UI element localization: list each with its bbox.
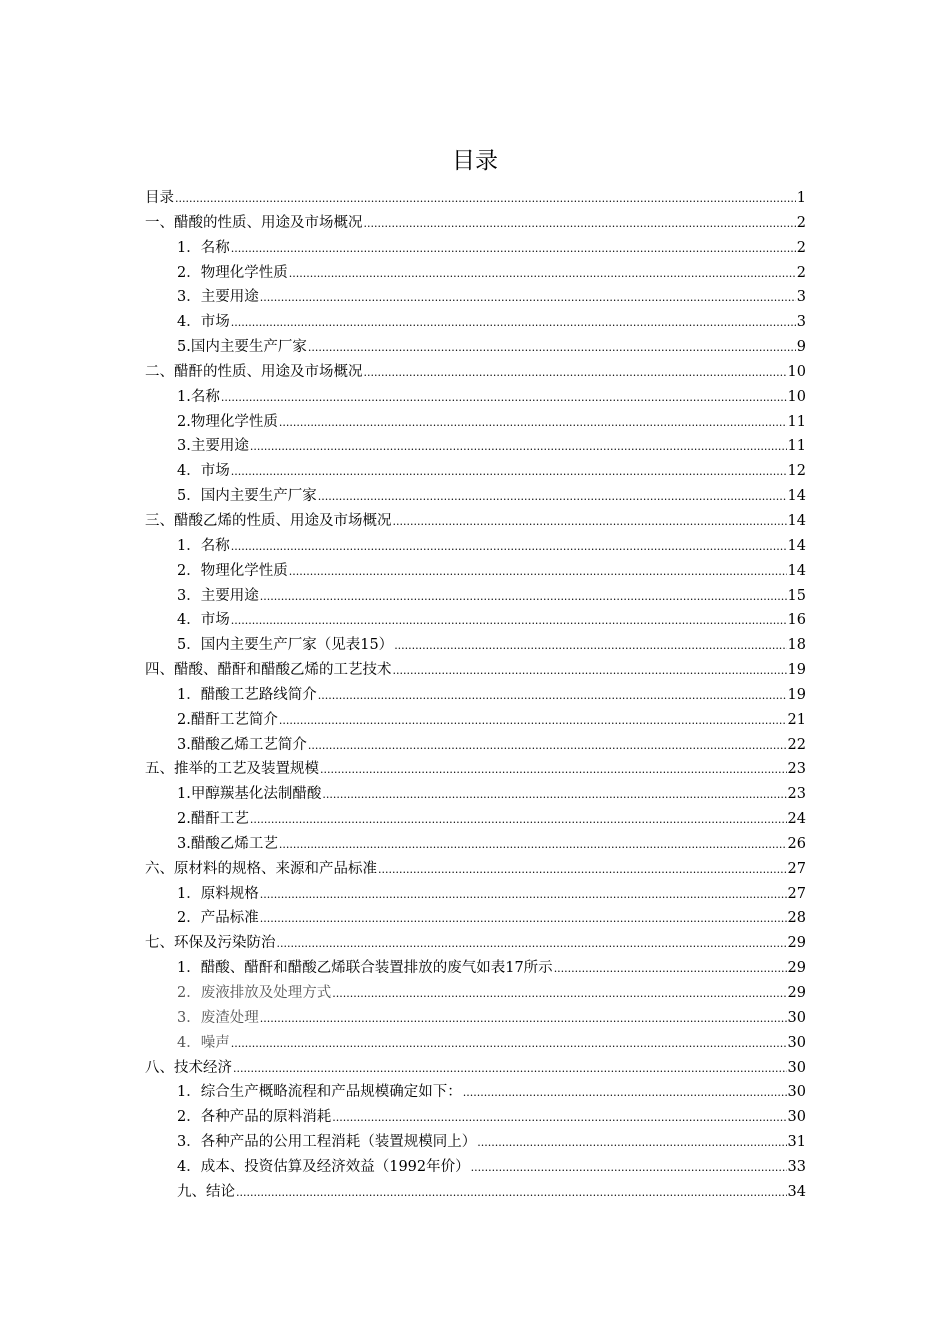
toc-entry-page-number: 10 [787,363,806,380]
toc-entry-page-number: 27 [787,860,806,877]
toc-entry-page-number: 29 [787,960,806,977]
toc-entry-page-number: 19 [787,686,806,703]
toc-entry[interactable] [145,261,806,286]
toc-entry-page-number: 29 [787,935,806,952]
toc-dot-leader [320,758,787,783]
toc-dot-leader [393,659,787,684]
toc-dot-leader [260,585,787,610]
toc-entry-page-number: 2 [796,214,806,231]
toc-entry[interactable] [145,310,806,335]
toc-entry-label: 七、环保及污染防治 [145,935,276,952]
toc-list [145,186,806,1205]
toc-entry-label: 2．废液排放及处理方式 [177,985,332,1001]
toc-dot-leader [231,460,787,485]
toc-entry-page-number: 9 [796,339,806,356]
toc-entry-label: 1．原料规格 [177,885,259,902]
toc-entry[interactable] [145,1080,806,1105]
toc-entry-label: 五、推举的工艺及装置规模 [145,761,319,778]
toc-dot-leader [260,1007,787,1032]
toc-entry-page-number: 10 [787,388,806,405]
toc-entry-page-number: 28 [787,910,806,927]
toc-entry-page-number: 29 [787,985,806,1001]
toc-dot-leader [250,808,787,833]
toc-entry[interactable] [145,882,806,907]
toc-entry[interactable] [145,807,806,832]
toc-dot-leader [231,609,787,634]
toc-entry-label: 2.物理化学性质 [177,413,278,430]
toc-entry-label: 四、醋酸、醋酐和醋酸乙烯的工艺技术 [145,662,392,679]
toc-entry-page-number: 27 [787,885,806,902]
toc-dot-leader [289,262,796,287]
toc-entry[interactable] [145,1006,806,1031]
toc-dot-leader [364,212,796,237]
toc-dot-leader [260,286,796,311]
toc-entry-label: 2．各种产品的原料消耗 [177,1109,332,1126]
toc-entry[interactable] [145,608,806,633]
toc-entry[interactable] [145,509,806,534]
toc-entry[interactable] [145,360,806,385]
toc-entry-label: 1.名称 [177,388,220,405]
toc-entry-label: 2．产品标准 [177,910,259,927]
toc-entry[interactable] [145,1130,806,1155]
toc-entry-label: 4．市场 [177,314,230,331]
toc-entry-label: 1．醋酸工艺路线简介 [177,686,317,703]
toc-entry-page-number: 14 [787,488,806,505]
toc-entry[interactable] [145,335,806,360]
toc-entry[interactable] [145,1056,806,1081]
toc-dot-leader [364,361,787,386]
toc-entry-page-number: 11 [787,413,806,430]
toc-entry[interactable] [145,534,806,559]
toc-entry-page-number: 19 [787,662,806,679]
toc-entry[interactable] [145,857,806,882]
toc-entry-label: 5．国内主要生产厂家（见表15） [177,637,394,654]
toc-entry[interactable] [145,1105,806,1130]
toc-entry-page-number: 12 [787,463,806,480]
toc-dot-leader [318,485,787,510]
toc-entry-label: 1．综合生产概略流程和产品规模确定如下： [177,1084,462,1101]
toc-entry[interactable] [145,410,806,435]
toc-entry[interactable] [145,683,806,708]
toc-entry-label: 3．主要用途 [177,587,259,604]
toc-dot-leader [289,560,787,585]
toc-entry-label: 4．噪声 [177,1034,230,1051]
toc-entry-label: 六、原材料的规格、来源和产品标准 [145,860,377,877]
toc-entry-page-number: 23 [787,761,806,778]
toc-entry-page-number: 26 [787,835,806,852]
toc-dot-leader [221,386,787,411]
toc-entry-label: 4．市场 [177,463,230,480]
toc-entry-page-number: 33 [787,1158,806,1175]
toc-dot-leader [332,982,786,1007]
toc-dot-leader [236,1181,787,1206]
toc-entry-page-number: 16 [787,612,806,629]
toc-entry[interactable] [145,733,806,758]
toc-dot-leader [231,311,796,336]
toc-dot-leader [322,783,786,808]
toc-dot-leader [378,858,787,883]
page-title: 目录 [452,148,498,174]
toc-dot-leader [279,411,787,436]
toc-entry[interactable] [145,658,806,683]
toc-entry-page-number: 24 [787,811,806,828]
toc-dot-leader [308,734,787,759]
toc-dot-leader [175,187,796,212]
toc-entry-page-number: 30 [787,1034,806,1051]
toc-entry[interactable] [145,434,806,459]
toc-dot-leader [554,957,787,982]
toc-entry-label: 一、醋酸的性质、用途及市场概况 [145,214,363,231]
toc-entry-page-number: 3 [796,289,806,306]
toc-entry[interactable] [145,782,806,807]
toc-entry[interactable] [145,956,806,981]
toc-entry-label: 九、结论 [177,1183,235,1200]
toc-dot-leader [279,833,787,858]
toc-entry-label: 二、醋酐的性质、用途及市场概况 [145,363,363,380]
toc-dot-leader [277,932,787,957]
toc-entry-page-number: 15 [787,587,806,604]
toc-entry-label: 3.醋酸乙烯工艺 [177,835,278,852]
toc-entry-page-number: 14 [787,537,806,554]
toc-dot-leader [279,709,787,734]
toc-entry[interactable] [145,1031,806,1056]
toc-entry-page-number: 3 [796,314,806,331]
toc-entry-page-number: 30 [787,1009,806,1026]
toc-entry-label: 1．名称 [177,239,230,256]
toc-entry-label: 2.醋酐工艺 [177,811,249,828]
toc-dot-leader [477,1131,786,1156]
toc-entry[interactable] [145,931,806,956]
toc-dot-leader [332,1106,786,1131]
toc-dot-leader [233,1057,787,1082]
toc-entry-label: 5．国内主要生产厂家 [177,488,317,505]
toc-entry[interactable] [145,559,806,584]
toc-dot-leader [471,1156,787,1181]
toc-entry-label: 1．名称 [177,537,230,554]
toc-entry-label: 2.醋酐工艺简介 [177,711,278,728]
toc-entry[interactable] [145,459,806,484]
toc-entry-page-number: 34 [787,1183,806,1200]
toc-entry[interactable] [145,584,806,609]
toc-entry-page-number: 14 [787,562,806,579]
toc-entry-label: 目录 [145,190,174,206]
toc-entry-page-number: 14 [787,512,806,529]
toc-entry-page-number: 2 [796,239,806,256]
toc-entry-label: 3.主要用途 [177,438,249,455]
toc-dot-leader [231,535,787,560]
toc-entry-label: 2．物理化学性质 [177,264,288,281]
toc-dot-leader [463,1081,787,1106]
toc-entry-page-number: 30 [787,1109,806,1126]
toc-entry-label: 3.醋酸乙烯工艺简介 [177,736,307,753]
toc-dot-leader [308,336,796,361]
toc-dot-leader [260,883,787,908]
toc-dot-leader [231,237,796,262]
toc-entry[interactable] [145,1155,806,1180]
toc-entry-page-number: 31 [787,1134,806,1151]
toc-entry[interactable] [145,285,806,310]
toc-entry-page-number: 2 [796,264,806,281]
toc-entry[interactable] [145,236,806,261]
toc-entry[interactable] [145,708,806,733]
toc-entry-page-number: 11 [787,438,806,455]
toc-entry-label: 4．市场 [177,612,230,629]
toc-entry-page-number: 18 [787,637,806,654]
toc-entry[interactable] [145,1180,806,1205]
toc-entry[interactable] [145,832,806,857]
toc-entry-page-number: 21 [787,711,806,728]
toc-entry-label: 3．废渣处理 [177,1009,259,1026]
toc-entry[interactable] [145,385,806,410]
toc-dot-leader [394,634,786,659]
toc-dot-leader [393,510,787,535]
toc-entry-label: 3．各种产品的公用工程消耗（装置规模同上） [177,1134,477,1151]
toc-dot-leader [250,435,787,460]
toc-entry-label: 三、醋酸乙烯的性质、用途及市场概况 [145,512,392,529]
toc-entry[interactable] [145,906,806,931]
toc-dot-leader [231,1032,787,1057]
toc-entry-label: 5.国内主要生产厂家 [177,339,307,356]
toc-entry-page-number: 22 [787,736,806,753]
toc-dot-leader [318,684,787,709]
toc-entry[interactable] [145,633,806,658]
toc-entry-page-number: 30 [787,1084,806,1101]
toc-entry-page-number: 23 [787,786,806,803]
toc-entry-page-number: 30 [787,1059,806,1076]
toc-entry-page-number: 1 [796,190,806,206]
toc-entry-label: 4．成本、投资估算及经济效益（1992年价） [177,1158,470,1175]
toc-entry[interactable] [145,757,806,782]
toc-entry-label: 1．醋酸、醋酐和醋酸乙烯联合装置排放的废气如表17所示 [177,960,553,977]
toc-entry-label: 1.甲醇羰基化法制醋酸 [177,786,322,803]
toc-entry-label: 3．主要用途 [177,289,259,306]
toc-entry[interactable] [145,484,806,509]
toc-entry[interactable] [145,981,806,1006]
toc-dot-leader [260,907,787,932]
toc-entry[interactable] [145,186,806,211]
toc-entry-label: 八、技术经济 [145,1059,232,1076]
toc-entry-label: 2．物理化学性质 [177,562,288,579]
toc-entry[interactable] [145,211,806,236]
